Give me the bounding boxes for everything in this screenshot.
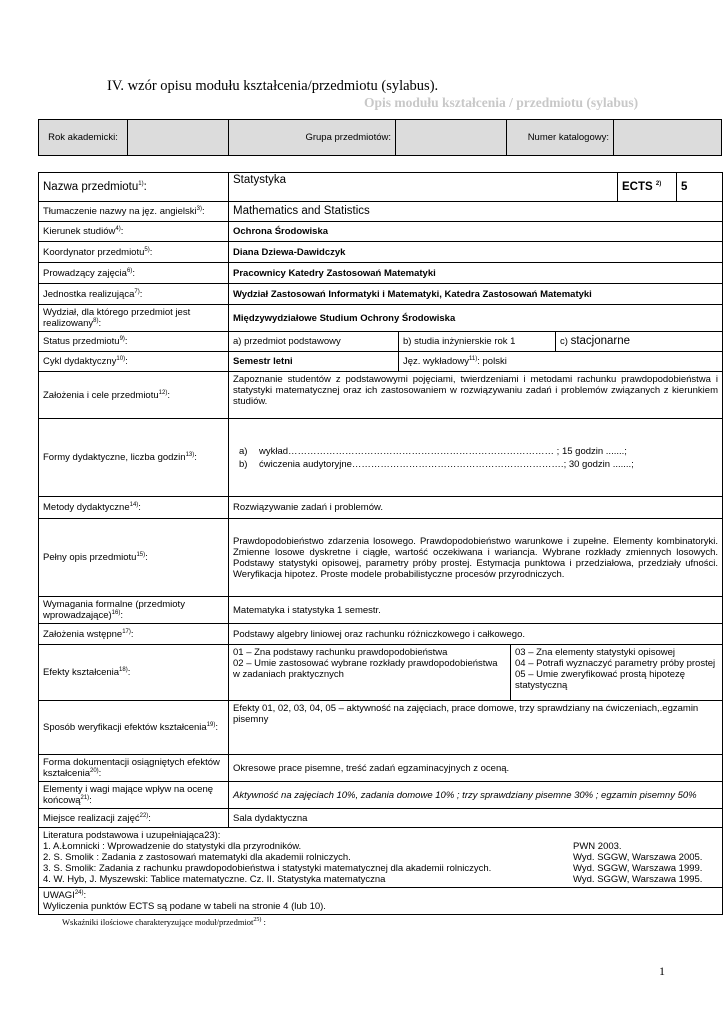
numer-katalogowy-value — [614, 120, 722, 156]
uwagi-cell — [39, 888, 723, 915]
jednostka-value: Wydział Zastosowań Informatyki i Matematyki, Katedra Zastosowań Matematyki — [229, 284, 723, 305]
status-c-value: c) stacjonarne — [556, 332, 723, 352]
wydzial-label: Wydział, dla którego przedmiot jest realizowany$^{8)}$: — [39, 305, 229, 332]
metody-value: Rozwiązywanie zadań i problemów. — [229, 497, 723, 519]
miejsce-label: Miejsce realizacji zajęć$^{22)}$: — [39, 809, 229, 828]
academic-info-table — [38, 119, 722, 156]
status-a-value: a) przedmiot podstawowy — [229, 332, 399, 352]
jezyk-value: Jęz. wykładowy$^{11)}$: polski — [399, 352, 723, 372]
forma-item-cwiczenia: b) ćwiczenia audytoryjne………………………………………………………….; 30 godzin .......; — [239, 458, 634, 470]
jednostka-label: Jednostka realizująca$^{7)}$: — [39, 284, 229, 305]
opis-value: Prawdopodobieństwo zdarzenia losowego. Prawdopodobieństwo warunkowe i zupełne. Elementy kombinatoryki. Zmienne losowe dyskretne i ciągłe, wartość oczekiwana i wariancja. Wybrane rozkłady zmiennych losowych. Podstawy statystyki opisowej, parametry próby prostej. Estymacja punktowa i przedziałowa, przedziały ufności. Weryfikacja hipotez. Proste modele probabilistyczne procesów przyrodniczych. — [229, 519, 723, 597]
formy-value — [229, 419, 723, 497]
uwagi-value: Wyliczenia punktów ECTS są podane w tabeli na stronie 4 (lub 10). — [43, 901, 326, 912]
efekt-05: 05 – Umie zweryfikować prostą hipotezę statystyczną — [515, 669, 686, 691]
grupa-przedmiotow-value — [396, 120, 507, 156]
cykl-value: Semestr letni — [229, 352, 399, 372]
efekty-right — [511, 645, 723, 701]
sposob-value: Efekty 01, 02, 03, 04, 05 – aktywność na zajęciach, prace domowe, trzy sprawdziany na ćwiczeniach,.egzamin pisemny — [229, 701, 723, 755]
prowadzacy-value: Pracownicy Katedry Zastosowań Matematyki — [229, 263, 723, 284]
nazwa-label: Nazwa przedmiotu$^{1)}$: — [39, 173, 229, 202]
literatura-cell — [39, 828, 723, 888]
ects-value: 5 — [677, 173, 723, 202]
footer-note: Wskaźniki ilościowe charakteryzujące moduł/przedmiot$^{25)}$ : — [62, 917, 266, 927]
document-subheading: Opis modułu kształcenia / przedmiotu (sylabus) — [364, 95, 639, 110]
koordynator-value: Diana Dziewa-Dawidczyk — [229, 242, 723, 263]
wymagania-label: Wymagania formalne (przedmioty wprowadzające)$^{16)}$: — [39, 597, 229, 624]
rok-akademicki-value — [128, 120, 229, 156]
sposob-label: Sposób weryfikacji efektów kształcenia$^{19)}$: — [39, 701, 229, 755]
rok-akademicki-label: Rok akademicki: — [39, 120, 128, 156]
efekt-03: 03 – Zna elementy statystyki opisowej — [515, 647, 675, 658]
wymagania-value: Matematyka i statystyka 1 semestr. — [229, 597, 723, 624]
metody-label: Metody dydaktyczne$^{14)}$: — [39, 497, 229, 519]
miejsce-value: Sala dydaktyczna — [229, 809, 723, 828]
efekty-label: Efekty kształcenia$^{18)}$: — [39, 645, 229, 701]
cykl-label: Cykl dydaktyczny$^{10)}$: — [39, 352, 229, 372]
efekt-01: 01 – Zna podstawy rachunku prawdopodobieństwa — [233, 647, 448, 658]
page-number: 1 — [659, 964, 665, 978]
efekty-left — [229, 645, 511, 701]
kierunek-label: Kierunek studiów$^{4)}$: — [39, 222, 229, 242]
kierunek-value: Ochrona Środowiska — [229, 222, 723, 242]
koordynator-label: Koordynator przedmiotu$^{5)}$: — [39, 242, 229, 263]
efekt-02: 02 – Umie zastosować wybrane rozkłady prawdopodobieństwa w zadaniach praktycznych — [233, 658, 498, 680]
tlumaczenie-value: Mathematics and Statistics — [229, 202, 723, 222]
forma-dok-label: Forma dokumentacji osiągniętych efektów kształcenia$^{20)}$: — [39, 755, 229, 782]
zalozenia-wstepne-value: Podstawy algebry liniowej oraz rachunku różniczkowego i całkowego. — [229, 624, 723, 645]
document-heading: IV. wzór opisu modułu kształcenia/przedmiotu (sylabus). — [107, 78, 439, 94]
elementy-label: Elementy i wagi mające wpływ na ocenę końcową$^{21)}$: — [39, 782, 229, 809]
ects-label: ECTS $^{2)}$ — [618, 173, 677, 202]
uwagi-label: UWAGI$^{24)}$: — [43, 889, 87, 901]
wydzial-value: Międzywydziałowe Studium Ochrony Środowiska — [229, 305, 723, 332]
forma-dok-value: Okresowe prace pisemne, treść zadań egzaminacyjnych z oceną. — [229, 755, 723, 782]
literatura-item: 4. W. Hyb, J. Myszewski: Tablice matematyczne. Cz. II. Statystyka matematyczna Wyd. SGGW, Warszawa 1995. — [43, 874, 703, 885]
zalozenia-cele-label: Założenia i cele przedmiotu$^{12)}$: — [39, 372, 229, 419]
status-b-value: b) studia inżynierskie rok 1 — [399, 332, 556, 352]
literatura-item: 3. S. Smolik: Zadania z rachunku prawdopodobieństwa i statystyki matematycznej dla akademii rolniczych. Wyd. SGGW, Warszawa 1999. — [43, 863, 703, 874]
elementy-value: Aktywność na zajęciach 10%, zadania domowe 10% ; trzy sprawdziany pisemne 30% ; egzamin pisemny 50% — [229, 782, 723, 809]
opis-label: Pełny opis przedmiotu$^{15)}$: — [39, 519, 229, 597]
literatura-item: 1. A.Łomnicki : Wprowadzenie do statystyki dla przyrodników. PWN 2003. — [43, 841, 622, 852]
numer-katalogowy-label: Numer katalogowy: — [507, 120, 614, 156]
literatura-title: Literatura podstawowa i uzupełniająca23): — [43, 830, 221, 841]
efekt-04: 04 – Potrafi wyznaczyć parametry próby prostej — [515, 658, 716, 669]
grupa-przedmiotow-label: Grupa przedmiotów: — [229, 120, 396, 156]
formy-label: Formy dydaktyczne, liczba godzin$^{13)}$: — [39, 419, 229, 497]
nazwa-value: Statystyka — [229, 173, 618, 202]
tlumaczenie-label: Tłumaczenie nazwy na jęz. angielski$^{3)}$: — [39, 202, 229, 222]
forma-item-wyklad: a) wykład………………………………………………………………………… ; 15 godzin .......; — [239, 445, 627, 457]
zalozenia-cele-value: Zapoznanie studentów z podstawowymi pojęciami, twierdzeniami i metodami rachunku prawdopodobieństwa i statystyki matematycznej oraz ich zastosowaniem w rozwiązywaniu zadań i problemów związanych z kierunkiem studiów. — [229, 372, 723, 419]
syllabus-table — [38, 172, 723, 915]
status-label: Status przedmiotu$^{9)}$: — [39, 332, 229, 352]
prowadzacy-label: Prowadzący zajęcia$^{6)}$: — [39, 263, 229, 284]
zalozenia-wstepne-label: Założenia wstępne$^{17)}$: — [39, 624, 229, 645]
literatura-item: 2. S. Smolik : Zadania z zastosowań matematyki dla akademii rolniczych. Wyd. SGGW, Warszawa 2005. — [43, 852, 703, 863]
